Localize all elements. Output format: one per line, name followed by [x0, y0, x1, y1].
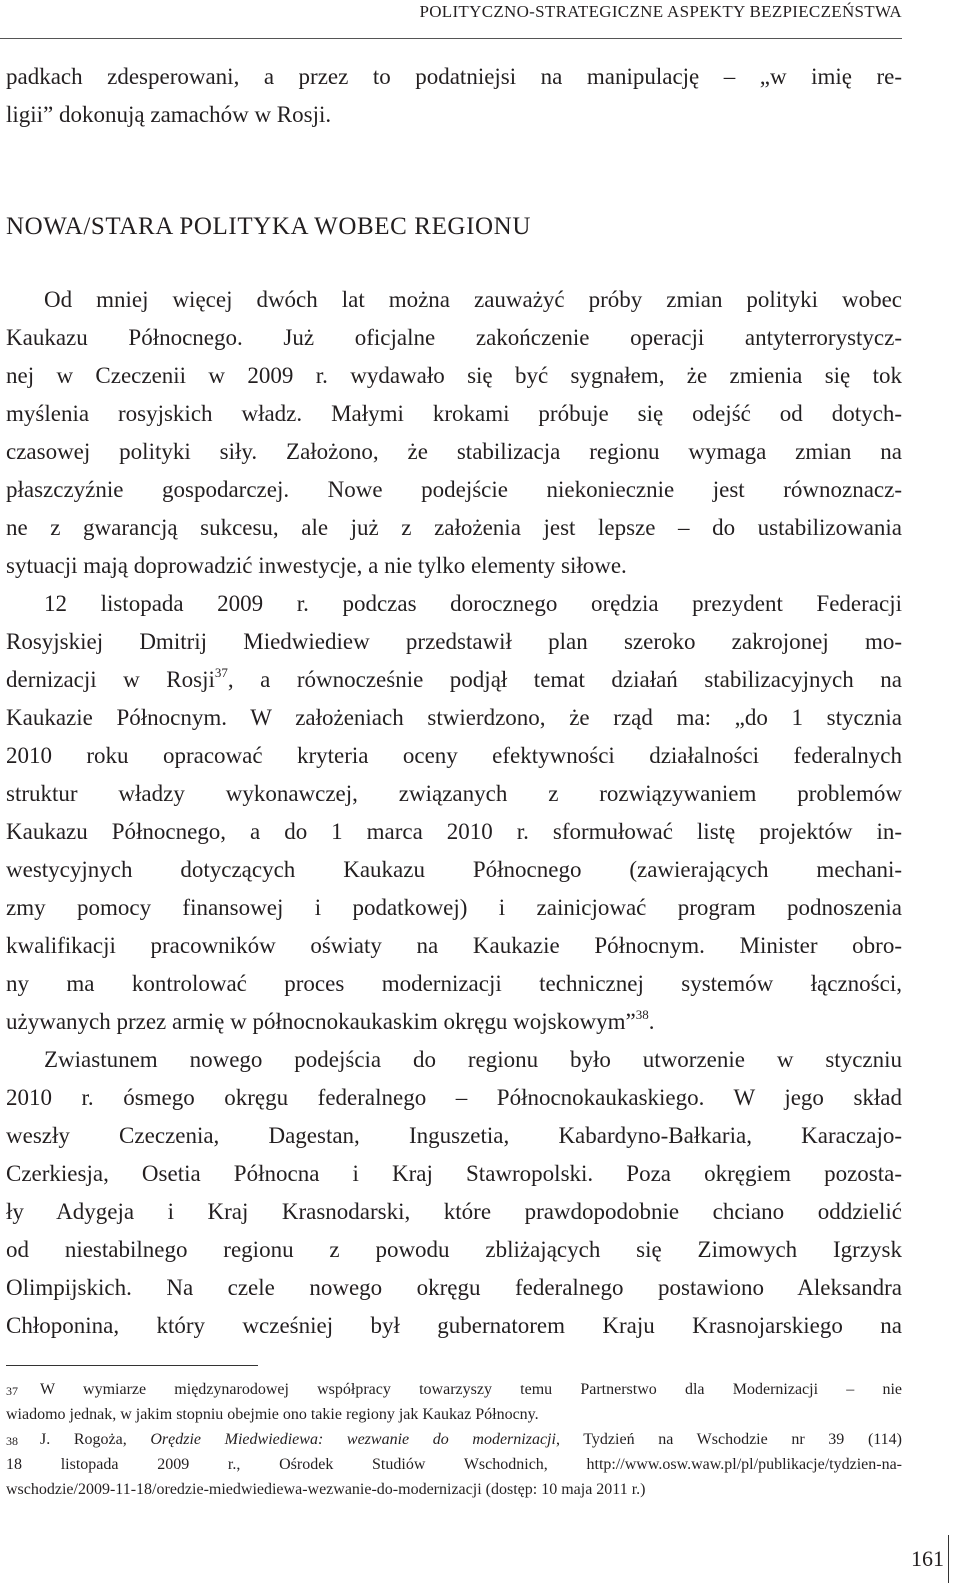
- paragraph-line: [6, 666, 902, 694]
- paragraph-line: 12 listopada 2009 r. podczas dorocznego orędzia prezydent Federacji: [44, 591, 902, 616]
- footnote-38-line[interactable]: wschodzie/2009-11-18/oredzie-miedwiediewa-wezwanie-do-modernizacji (dostęp: 10 maja 2011 r.): [6, 1481, 646, 1498]
- paragraph-line: [6, 1008, 902, 1036]
- footnote-number-37: 37: [6, 1384, 18, 1398]
- paragraph-text: dernizacji w Rosji: [6, 667, 215, 692]
- footnote-37-line: wiadomo jednak, w jakim stopniu obejmie ono takie regiony jak Kaukaz Północny.: [6, 1406, 539, 1423]
- paragraph-line: czasowej polityki siły. Założono, że stabilizacja regionu wymaga zmian na: [6, 439, 902, 464]
- paragraph-line: Olimpijskich. Na czele nowego okręgu federalnego postawiono Aleksandra: [6, 1275, 902, 1300]
- paragraph-line: myślenia rosyjskich władz. Małymi krokami próbuje się odejść od dotych-: [6, 401, 902, 426]
- running-title: POLITYCZNO-STRATEGICZNE ASPEKTY BEZPIECZEŃSTWA: [419, 2, 902, 21]
- paragraph-line: Chłoponina, który wcześniej był gubernatorem Kraju Krasnojarskiego na: [6, 1313, 902, 1338]
- paragraph-line: 2010 r. ósmego okręgu federalnego – Północnokaukaskiego. W jego skład: [6, 1085, 902, 1110]
- paragraph-line: Kaukazu Północnego, a do 1 marca 2010 r. sformułować listę projektów in-: [6, 819, 902, 844]
- page-edge-rule: [948, 1535, 949, 1583]
- paragraph-line: westycyjnych dotyczących Kaukazu Północnego (zawierających mechani-: [6, 857, 902, 882]
- footnote-number-38: 38: [6, 1434, 18, 1448]
- paragraph-line: Zwiastunem nowego podejścia do regionu było utworzenie w styczniu: [44, 1047, 902, 1072]
- paragraph-text: .: [648, 1009, 655, 1034]
- intro-line: padkach zdesperowani, a przez to podatniejsi na manipulację – „w imię re-: [6, 64, 902, 89]
- footnote-38-title: Orędzie Miedwiediewa: wezwanie do modernizacji: [150, 1431, 556, 1448]
- footnote-38-source: , Tydzień na Wschodzie nr 39 (114): [555, 1431, 903, 1448]
- paragraph-line: 2010 roku opracować kryteria oceny efektywności działalności federalnych: [6, 743, 902, 768]
- paragraph-line: zmy pomocy finansowej i podatkowej) i zainicjować program podnoszenia: [6, 895, 902, 920]
- paragraph-text: , a równocześnie podjął temat działań stabilizacyjnych na: [227, 667, 902, 692]
- paragraph-line: struktur władzy wykonawczej, związanych z rozwiązywaniem problemów: [6, 781, 902, 806]
- page-number: 161: [911, 1546, 944, 1571]
- footnote-ref-37[interactable]: 37: [214, 665, 228, 680]
- paragraph-text: używanych przez armię w północnokaukaskim okręgu wojskowym”: [6, 1009, 636, 1034]
- footnote-38-line: [40, 1430, 902, 1450]
- paragraph-line: Rosyjskiej Dmitrij Miedwiediew przedstawił plan szeroko zakrojonej mo-: [6, 629, 902, 654]
- paragraph-line: Kaukazie Północnym. W założeniach stwierdzono, że rząd ma: „do 1 stycznia: [6, 705, 902, 730]
- paragraph-line: sytuacji mają doprowadzić inwestycje, a nie tylko elementy siłowe.: [6, 553, 627, 578]
- paragraph-line: nej w Czeczenii w 2009 r. wydawało się być sygnałem, że zmienia się tok: [6, 363, 902, 388]
- intro-line: ligii” dokonują zamachów w Rosji.: [6, 102, 332, 127]
- footnote-38-author: J. Rogoża,: [40, 1431, 151, 1448]
- paragraph-line: ły Adygeja i Kraj Krasnodarski, które prawdopodobnie chciano oddzielić: [6, 1199, 902, 1224]
- paragraph-line: od niestabilnego regionu z powodu zbliżających się Zimowych Igrzysk: [6, 1237, 902, 1262]
- footnote-separator: [6, 1365, 258, 1366]
- paragraph-line: Kaukazu Północnego. Już oficjalne zakończenie operacji antyterrorystycz-: [6, 325, 902, 350]
- paragraph-line: ne z gwarancją sukcesu, ale już z założenia jest lepsze – do ustabilizowania: [6, 515, 902, 540]
- footnote-ref-38[interactable]: 38: [635, 1007, 649, 1022]
- footnote-37-line: W wymiarze międzynarodowej współpracy towarzyszy temu Partnerstwo dla Modernizacji – nie: [40, 1381, 902, 1398]
- paragraph-line: płaszczyźnie gospodarczej. Nowe podejście niekoniecznie jest równoznacz-: [6, 477, 902, 502]
- paragraph-line: kwalifikacji pracowników oświaty na Kaukazie Północnym. Minister obro-: [6, 933, 902, 958]
- paragraph-line: Czerkiesja, Osetia Północna i Kraj Stawropolski. Poza okręgiem pozosta-: [6, 1161, 902, 1186]
- paragraph-line: Od mniej więcej dwóch lat można zauważyć próby zmian polityki wobec: [44, 287, 902, 312]
- section-heading: NOWA/STARA POLITYKA WOBEC REGIONU: [6, 213, 531, 240]
- paragraph-line: ny ma kontrolować proces modernizacji technicznej systemów łączności,: [6, 971, 902, 996]
- footnote-38-line[interactable]: 18 listopada 2009 r., Ośrodek Studiów Wschodnich, http://www.osw.waw.pl/pl/publikacje/tydzien-na-: [6, 1456, 902, 1473]
- paragraph-line: weszły Czeczenia, Dagestan, Inguszetia, Kabardyno-Bałkaria, Karaczajo-: [6, 1123, 902, 1148]
- running-header: [0, 0, 902, 39]
